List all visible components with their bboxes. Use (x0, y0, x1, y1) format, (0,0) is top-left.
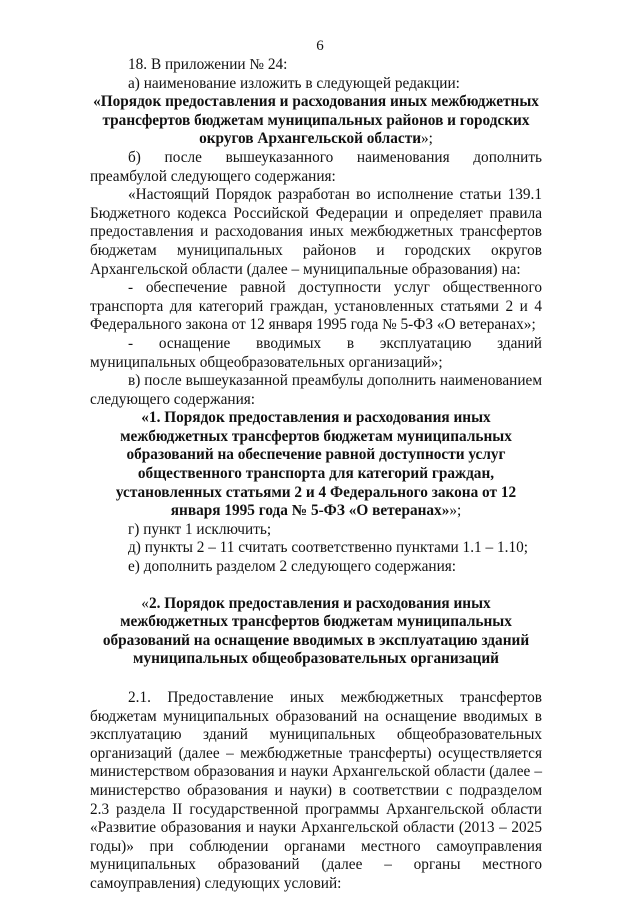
paragraph-subitem-d: д) пункты 2 – 11 считать соответственно пунктами 1.1 – 1.10; (128, 539, 528, 557)
paragraph-subitem-a: а) наименование изложить в следующей редакции: (128, 74, 460, 92)
quote-open: « (141, 594, 149, 612)
section-title-1-text: Порядок предоставления и расходования иных межбюджетных трансфертов бюджетам муниципальных районов и городских округов Архангельской области (100, 93, 539, 148)
paragraph-list-item-1: - обеспечение равной доступности услуг общественного транспорта для категорий граждан, установленных статьями 2 и 4 Федерального закона от 12 января 1995 года № 5-ФЗ «О ветеранах»; (90, 279, 542, 334)
paragraph-clause-2-1: 2.1. Предоставление иных межбюджетных трансфертов бюджетам муниципальных образований на оснащение вводимых в эксплуатацию зданий муниципальных общеобразовательных организаций (далее – межбюджетные трансферты) осуществляется министерством образования и науки Архангельской области (далее – министерство образования и науки) в соответствии с подразделом 2.3 раздела II государственной программы Архангельской области «Развитие образования и науки Архангельской области (2013 – 2025 годы)» при соблюдении органами местного самоуправления муниципальных образований (далее – органы местного самоуправления) следующих условий: (90, 689, 542, 892)
document-body (90, 56, 542, 894)
quote-close: »; (449, 502, 462, 520)
paragraph-subitem-b: б) после вышеуказанного наименования дополнить преамбулой следующего содержания: (90, 148, 542, 185)
section-title-3-text: 2. Порядок предоставления и расходования иных межбюджетных трансфертов бюджетам муниципальных образований на оснащение вводимых в эксплуатацию зданий муниципальных общеобразовательных организаций (102, 594, 530, 668)
section-title-3 (90, 595, 542, 669)
paragraph-subitem-v: в) после вышеуказанной преамбулы дополнить наименованием следующего содержания: (90, 372, 542, 408)
page-number: 6 (316, 38, 324, 54)
paragraph-subitem-g: г) пункт 1 исключить; (128, 520, 272, 538)
section-title-2 (90, 409, 542, 521)
paragraph-list-item-2: - оснащение вводимых в эксплуатацию зданий муниципальных общеобразовательных организаций»; (90, 334, 542, 371)
section-title-1 (90, 93, 542, 149)
paragraph-subitem-e: е) дополнить разделом 2 следующего содержания: (128, 558, 457, 576)
quote-open: « (93, 93, 101, 111)
quote-open: « (141, 409, 149, 427)
quote-close: »; (421, 130, 433, 148)
paragraph-item-18: 18. В приложении № 24: (128, 56, 288, 73)
paragraph-preamble: «Настоящий Порядок разработан во исполнение статьи 139.1 Бюджетного кодекса Российской Федерации и определяет правила предоставления и расходования иных межбюджетных трансфертов бюджетам муниципальных районов и городских округов Архангельской области (далее – муниципальные образования) на: (90, 186, 542, 278)
section-title-2-text: 1. Порядок предоставления и расходования иных межбюджетных трансфертов бюджетам муниципальных образований на обеспечение равной доступности услуг общественного транспорта для категорий граждан, установленных статьями 2 и 4 Федерального закона от 12 января 1995 года № 5-ФЗ «О ветеранах» (115, 409, 517, 520)
